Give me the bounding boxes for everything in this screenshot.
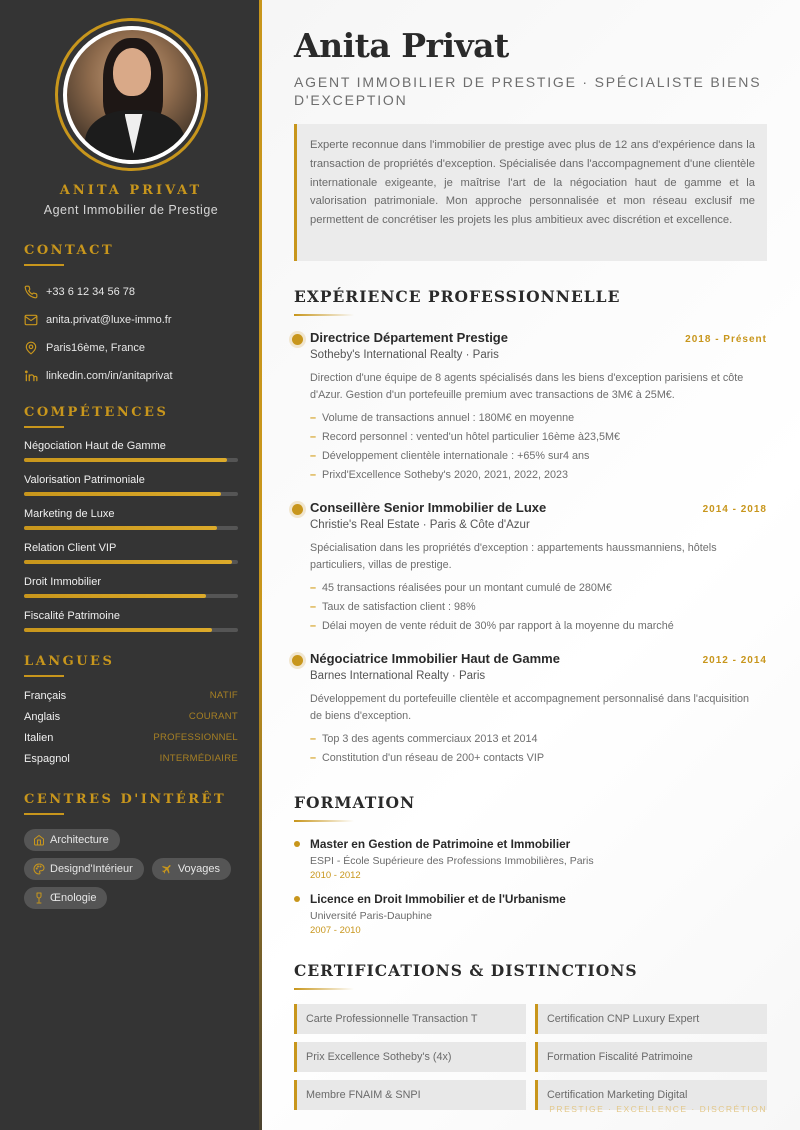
page-title: Anita Privat xyxy=(294,26,509,65)
language-level: INTERMÉDIAIRE xyxy=(159,753,238,764)
education-school: ESPI - École Supérieure des Professions Immobilières, Paris xyxy=(310,855,594,867)
job-header xyxy=(294,651,767,666)
contact-phone[interactable] xyxy=(24,278,238,306)
job-achievements xyxy=(294,730,767,768)
contact-email-text: anita.privat@luxe-immo.fr xyxy=(46,314,172,326)
language-row xyxy=(24,685,238,706)
profile-photo xyxy=(63,26,201,164)
skill-bar-fill xyxy=(24,594,206,598)
linkedin-icon xyxy=(24,369,38,383)
job-achievements xyxy=(294,409,767,485)
profile-photo-frame xyxy=(55,18,208,171)
skill-bar-track xyxy=(24,560,238,564)
phone-icon xyxy=(24,285,38,299)
contact-linkedin-text: linkedin.com/in/anitaprivat xyxy=(46,370,173,382)
sidebar-name: ANITA PRIVAT xyxy=(59,183,203,198)
achievement-item: – Constitution d'un réseau de 200+ contacts VIP xyxy=(310,749,767,768)
skill-bar-fill xyxy=(24,628,212,632)
achievement-item: – Volume de transactions annuel : 180M€ en moyenne xyxy=(310,409,767,428)
job-description: Direction d'une équipe de 8 agents spécialisés dans les biens d'exception parisiens et côte d'Azur. Gestion d'un portefeuille premium avec transactions de 3M€ à 25M€. xyxy=(310,372,744,401)
contact-section xyxy=(24,243,238,390)
skill-bar-track xyxy=(24,628,238,632)
skill-label: Marketing de Luxe xyxy=(24,508,115,520)
palette-icon xyxy=(33,863,45,875)
job-entry xyxy=(294,330,767,485)
job-entry xyxy=(294,651,767,768)
job-company: Barnes International Realty · Paris xyxy=(310,670,486,682)
interest-chip-voyages xyxy=(152,858,231,880)
contact-list xyxy=(24,278,238,390)
job-dates: 2014 - 2018 xyxy=(702,504,767,515)
skill-bar-fill xyxy=(24,560,232,564)
language-level: PROFESSIONNEL xyxy=(153,732,238,743)
certifications-grid xyxy=(294,1004,767,1110)
home-icon xyxy=(33,834,45,846)
language-row xyxy=(24,727,238,748)
skills-section xyxy=(24,405,238,632)
certification-card: Prix Excellence Sotheby's (4x) xyxy=(294,1042,526,1072)
profile-summary: Experte reconnue dans l'immobilier de prestige avec plus de 12 ans d'expérience dans la transaction de propriétés d'exception. Spécialisée dans l'accompagnement d'une clientèle internationale exigeante, je maîtrise l'art de la négociation haut de gamme et la valorisation patrimoniale. Mon approche personnalisée et mon réseau exclusif me permettent de concrétiser les projets les plus ambitieux avec discrétion et excellence. xyxy=(294,124,767,261)
education-entry xyxy=(294,837,767,881)
headline: AGENT IMMOBILIER DE PRESTIGE · SPÉCIALISTE BIENS D'EXCEPTION xyxy=(294,74,762,108)
skill-item xyxy=(24,575,238,598)
language-row xyxy=(24,748,238,769)
languages-list xyxy=(24,685,238,769)
education-heading: FORMATION xyxy=(294,793,415,822)
certification-card: Membre FNAIM & SNPI xyxy=(294,1080,526,1110)
achievement-item: – Record personnel : vented'un hôtel particulier 16ème à23,5M€ xyxy=(310,428,767,447)
interest-chip-design xyxy=(24,858,144,880)
certifications-heading: CERTIFICATIONS & DISTINCTIONS xyxy=(294,961,638,990)
location-pin-icon xyxy=(24,341,38,355)
footer-motto: PRESTIGE · EXCELLENCE · DISCRÉTION xyxy=(549,1104,767,1114)
interest-label: Voyages xyxy=(177,863,221,875)
skill-label: Négociation Haut de Gamme xyxy=(24,440,166,452)
language-name: Français xyxy=(24,689,67,702)
achievement-item: – Délai moyen de vente réduit de 30% par rapport à la moyenne du marché xyxy=(310,617,767,636)
skill-item xyxy=(24,473,238,496)
language-level: NATIF xyxy=(209,690,238,701)
job-company: Sotheby's International Realty · Paris xyxy=(310,349,499,361)
contact-heading: CONTACT xyxy=(24,243,238,266)
job-achievements xyxy=(294,579,767,636)
skill-label: Fiscalité Patrimoine xyxy=(24,610,120,622)
sidebar-role: Agent Immobilier de Prestige xyxy=(43,203,219,217)
education-school: Université Paris-Dauphine xyxy=(310,910,432,922)
main-content xyxy=(262,0,800,1130)
job-header xyxy=(294,500,767,515)
skill-bar-fill xyxy=(24,526,217,530)
skill-label: Relation Client VIP xyxy=(24,542,117,554)
language-name: Espagnol xyxy=(24,752,70,765)
language-row xyxy=(24,706,238,727)
skill-bar-fill xyxy=(24,458,227,462)
achievement-item: – Prixd'Excellence Sotheby's 2020, 2021, 2022, 2023 xyxy=(310,466,767,485)
contact-linkedin[interactable] xyxy=(24,362,238,390)
skills-list xyxy=(24,439,238,632)
skills-heading: COMPÉTENCES xyxy=(24,405,238,428)
plane-icon xyxy=(161,863,173,875)
achievement-item: – Développement clientèle internationale : +65% sur4 ans xyxy=(310,447,767,466)
skill-bar-track xyxy=(24,594,238,598)
education-bullet-dot xyxy=(294,841,300,847)
job-header xyxy=(294,330,767,345)
contact-phone-text: +33 6 12 34 56 78 xyxy=(46,286,135,298)
interest-label: Œnologie xyxy=(50,892,97,904)
skill-item xyxy=(24,609,238,632)
certification-card: Formation Fiscalité Patrimoine xyxy=(535,1042,767,1072)
education-years: 2007 - 2010 xyxy=(310,925,361,936)
achievement-item: – 45 transactions réalisées pour un montant cumulé de 280M€ xyxy=(310,579,767,598)
contact-email[interactable] xyxy=(24,306,238,334)
languages-section xyxy=(24,654,238,769)
job-entry xyxy=(294,500,767,636)
photo-face-shape xyxy=(113,48,151,96)
language-name: Anglais xyxy=(24,710,61,723)
job-company: Christie's Real Estate · Paris & Côte d'Azur xyxy=(310,519,530,531)
language-level: COURANT xyxy=(188,711,238,722)
interest-label: Architecture xyxy=(50,834,109,846)
job-title: Directrice Département Prestige xyxy=(310,330,508,345)
timeline-dot xyxy=(292,655,303,666)
job-dates: 2012 - 2014 xyxy=(702,655,767,666)
timeline-dot xyxy=(292,504,303,515)
skill-label: Valorisation Patrimoniale xyxy=(24,474,145,486)
job-title: Conseillère Senior Immobilier de Luxe xyxy=(310,500,547,515)
experience-heading: EXPÉRIENCE PROFESSIONNELLE xyxy=(294,287,620,316)
skill-bar-track xyxy=(24,492,238,496)
skill-item xyxy=(24,439,238,462)
interests-heading: CENTRES D'INTÉRÊT xyxy=(24,792,238,815)
skill-bar-track xyxy=(24,458,238,462)
achievement-item: – Taux de satisfaction client : 98% xyxy=(310,598,767,617)
education-degree: Master en Gestion de Patrimoine et Immobilier xyxy=(310,837,571,851)
certification-card: Carte Professionnelle Transaction T xyxy=(294,1004,526,1034)
education-degree: Licence en Droit Immobilier et de l'Urbanisme xyxy=(310,892,566,906)
skill-label: Droit Immobilier xyxy=(24,576,102,588)
job-description: Développement du portefeuille clientèle et accompagnement personnalisé dans l'acquisition de biens d'exception. xyxy=(310,693,750,722)
certification-card: Certification CNP Luxury Expert xyxy=(535,1004,767,1034)
interest-label: Designd'Intérieur xyxy=(50,863,133,875)
skill-bar-fill xyxy=(24,492,221,496)
achievement-item: – Top 3 des agents commerciaux 2013 et 2014 xyxy=(310,730,767,749)
languages-heading: LANGUES xyxy=(24,654,238,677)
language-name: Italien xyxy=(24,731,54,744)
interest-chip-oenologie xyxy=(24,887,107,909)
interests-section xyxy=(24,792,238,909)
sidebar xyxy=(0,0,262,1130)
job-title: Négociatrice Immobilier Haut de Gamme xyxy=(310,651,560,666)
job-dates: 2018 - Présent xyxy=(685,334,767,345)
timeline-dot xyxy=(292,334,303,345)
skill-bar-track xyxy=(24,526,238,530)
contact-location xyxy=(24,334,238,362)
job-description: Spécialisation dans les propriétés d'exception : appartements haussmanniens, hôtels particuliers, villas de prestige. xyxy=(310,542,717,571)
education-entry xyxy=(294,892,767,936)
wine-glass-icon xyxy=(33,892,45,904)
skill-item xyxy=(24,541,238,564)
interests-chips xyxy=(24,829,238,909)
mail-icon xyxy=(24,313,38,327)
education-years: 2010 - 2012 xyxy=(310,870,361,881)
interest-chip-architecture xyxy=(24,829,120,851)
education-bullet-dot xyxy=(294,896,300,902)
skill-item xyxy=(24,507,238,530)
certification-card: Certification Marketing Digital xyxy=(535,1080,767,1110)
contact-location-text: Paris16ème, France xyxy=(46,342,146,354)
